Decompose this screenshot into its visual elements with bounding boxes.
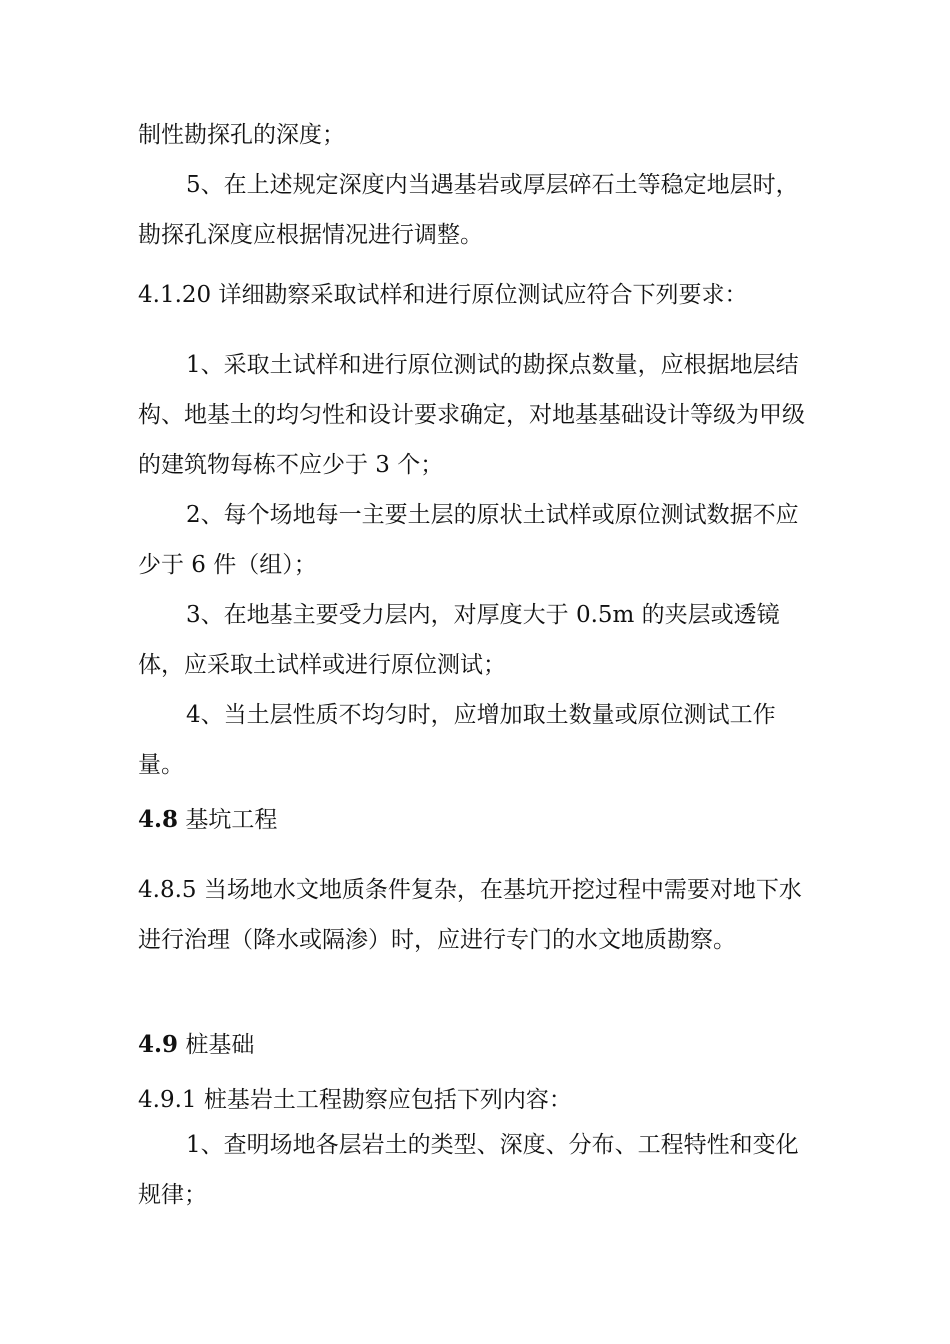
section-title: 桩基础 [185,1032,255,1058]
paragraph-continuation: 制性勘探孔的深度； [138,122,345,148]
section-title: 基坑工程 [185,807,278,833]
section-number: 4.8 [138,806,179,833]
paragraph-item-4: 4、当土层性质不均匀时，应增加取土数量或原位测试工作量。 [138,702,776,778]
section-heading-4-8 [138,795,818,845]
paragraph-item-1: 1、采取土试样和进行原位测试的勘探点数量，应根据地层结构、地基土的均匀性和设计要求确定，对地基基础设计等级为甲级的建筑物每栋不应少于 3 个； [138,352,805,478]
clause-4-9-1: 4.9.1 桩基岩土工程勘察应包括下列内容： [138,1087,572,1113]
paragraph-item-3: 3、在地基主要受力层内，对厚度大于 0.5m 的夹层或透镜体，应采取土试样或进行原位测试； [138,602,780,678]
paragraph-item-2: 2、每个场地每一主要土层的原状土试样或原位测试数据不应少于 6 件（组）； [138,502,799,578]
section-number: 4.9 [138,1031,179,1058]
paragraph-item-1b: 1、查明场地各层岩土的类型、深度、分布、工程特性和变化规律； [138,1132,799,1208]
clause-4-8-5: 4.8.5 当场地水文地质条件复杂，在基坑开挖过程中需要对地下水进行治理（降水或隔渗）时，应进行专门的水文地质勘察。 [138,877,802,953]
clause-4-1-20: 4.1.20 详细勘察采取试样和进行原位测试应符合下列要求： [138,282,748,308]
paragraph-item-5: 5、在上述规定深度内当遇基岩或厚层碎石土等稳定地层时，勘探孔深度应根据情况进行调整。 [138,172,799,248]
section-heading-4-9 [138,1020,818,1070]
